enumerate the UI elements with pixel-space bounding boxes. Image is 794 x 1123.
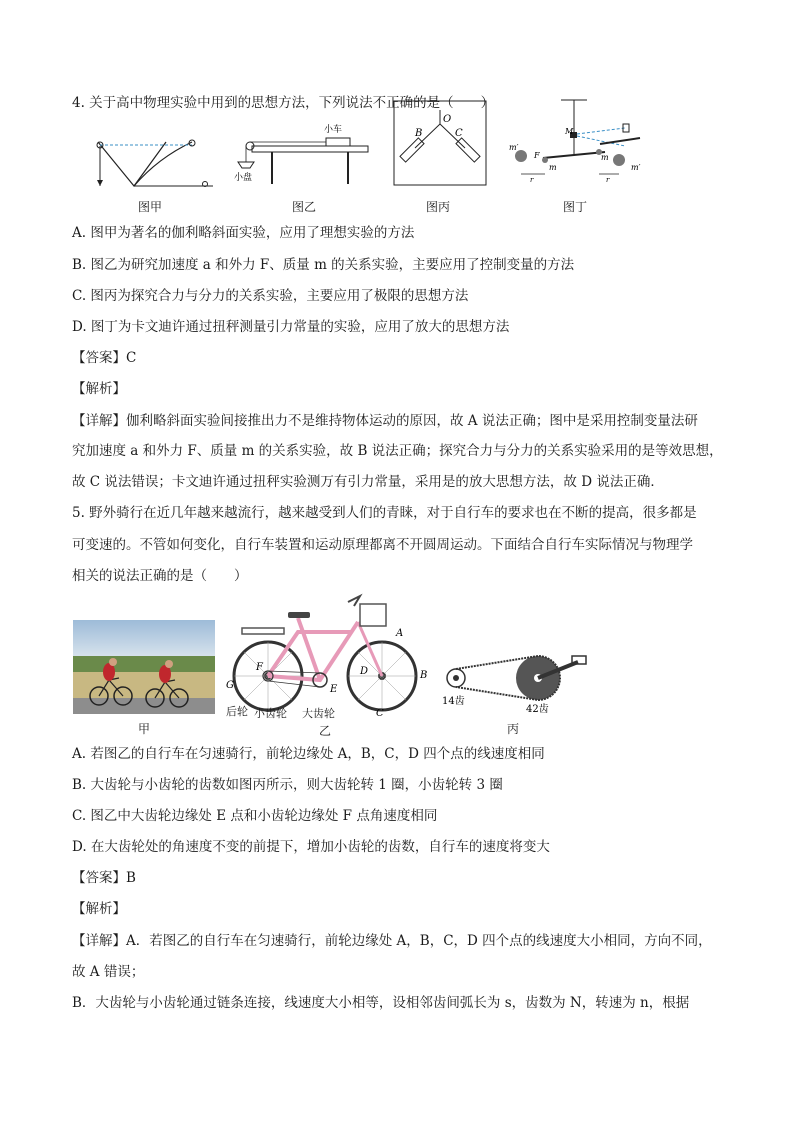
q5-stem-line-2: 可变速的。不管如何变化，自行车装置和运动原理都离不开圆周运动。下面结合自行车实际情况与物理学 [72, 537, 693, 553]
q5-detail-line-3: B．大齿轮与小齿轮通过链条连接，线速度大小相等，设相邻齿间弧长为 s，齿数为 N，转速为 n，根据 [72, 995, 690, 1011]
figure-yi-cart-setup [232, 120, 372, 196]
q5-option-c[interactable]: C. 图乙中大齿轮边缘处 E 点和小齿轮边缘处 F 点角速度相同 [72, 808, 438, 824]
figure-ding-f-label: F [534, 151, 540, 160]
q4-detail-line-2: 究加速度 a 和外力 F、质量 m 的关系实验，故 B 说法正确；探究合力与分力的关系实验采用的是等效思想， [72, 443, 723, 459]
figure-jia-photo-caption: 甲 [138, 722, 151, 736]
figure-yi-point-c: C [376, 708, 384, 719]
figure-yi-bicycle-caption: 乙 [319, 724, 332, 738]
q5-detail-line-1: 【详解】A．若图乙的自行车在匀速骑行，前轮边缘处 A，B，C，D 四个点的线速度大小相同，方向不同， [72, 933, 712, 949]
figure-yi-point-e: E [330, 684, 338, 695]
figure-ding-caption: 图丁 [563, 200, 588, 214]
figure-bing-gear-chain [440, 648, 590, 714]
q5-analysis-heading: 【解析】 [72, 901, 126, 917]
q5-option-b[interactable]: B. 大齿轮与小齿轮的齿数如图丙所示，则大齿轮转 1 圈，小齿轮转 3 圈 [72, 777, 503, 793]
figure-ding-mp-left: m′ [509, 143, 519, 152]
q4-detail-line-3: 故 C 说法错误；卡文迪许通过扭秤实验测万有引力常量，采用是的放大思想方法，故 D 说法正确． [72, 474, 664, 490]
figure-ding-r-right: r [606, 176, 610, 184]
figure-jia-caption: 图甲 [138, 200, 163, 214]
figure-yi-back-wheel-label: 后轮 [226, 705, 248, 718]
q4-stem: 4. 关于高中物理实验中用到的思想方法，下列说法不正确的是（ ） [72, 95, 495, 111]
figure-yi-car-label: 小车 [324, 125, 343, 135]
figure-ding-m-right: m [601, 153, 609, 162]
q5-option-a[interactable]: A. 若图乙的自行车在匀速骑行，前轮边缘处 A，B，C，D 四个点的线速度相同 [72, 746, 545, 762]
figure-bing-force-board [393, 100, 488, 188]
figure-yi-small-gear-label: 小齿轮 [254, 707, 287, 720]
q5-detail-line-2: 故 A 错误； [72, 964, 145, 980]
figure-bing-b-label: B [415, 128, 423, 139]
q5-option-d[interactable]: D. 在大齿轮处的角速度不变的前提下，增加小齿轮的齿数，自行车的速度将变大 [72, 839, 550, 855]
figure-yi-big-gear-label: 大齿轮 [302, 707, 335, 720]
figure-yi-bicycle [224, 592, 430, 720]
q4-option-c[interactable]: C. 图丙为探究合力与分力的关系实验，主要应用了极限的思想方法 [72, 288, 469, 304]
figure-yi-point-a: A [396, 628, 404, 639]
figure-bing-c-label: C [455, 128, 463, 139]
figure-jia-cyclists-photo [73, 620, 215, 714]
figure-ding-m-left: m [549, 163, 557, 172]
q5-stem-line-1: 5. 野外骑行在近几年越来越流行，越来越受到人们的青睐，对于自行车的要求也在不断的提高，很多都是 [72, 505, 697, 521]
figure-yi-caption: 图乙 [292, 200, 317, 214]
figure-yi-point-b: B [420, 670, 428, 681]
figure-bing-teeth-14: 14齿 [442, 696, 465, 707]
figure-ding-mp-right: m′ [631, 163, 641, 172]
figure-bing-caption: 图丙 [426, 200, 451, 214]
figure-yi-point-f: F [256, 662, 263, 673]
figure-ding-torsion-balance [505, 94, 650, 190]
figure-ding-m-label: M [565, 127, 574, 136]
figure-ding-r-left: r [530, 176, 534, 184]
q4-analysis-heading: 【解析】 [72, 381, 126, 397]
q4-detail-line-1: 【详解】伽利略斜面实验间接推出力不是维持物体运动的原因，故 A 说法正确；图中是采用控制变量法研 [72, 413, 698, 429]
figure-bing-gear-caption: 丙 [507, 722, 520, 736]
q4-option-d[interactable]: D. 图丁为卡文迪许通过扭秤测量引力常量的实验，应用了放大的思想方法 [72, 319, 510, 335]
figure-yi-point-d: D [360, 666, 369, 677]
q4-answer: 【答案】C [72, 350, 137, 366]
q4-option-a[interactable]: A. 图甲为著名的伽利略斜面实验，应用了理想实验的方法 [72, 225, 415, 241]
figure-yi-pan-label: 小盘 [234, 173, 253, 183]
figure-jia-galileo-slopes [88, 128, 218, 192]
figure-bing-teeth-42: 42齿 [526, 704, 549, 714]
figure-bing-o-label: O [443, 114, 452, 125]
q4-option-b[interactable]: B. 图乙为研究加速度 a 和外力 F、质量 m 的关系实验，主要应用了控制变量的方法 [72, 257, 575, 273]
figure-yi-point-g: G [226, 680, 234, 691]
q5-answer: 【答案】B [72, 870, 136, 886]
q5-stem-line-3: 相关的说法正确的是（ ） [72, 568, 248, 584]
